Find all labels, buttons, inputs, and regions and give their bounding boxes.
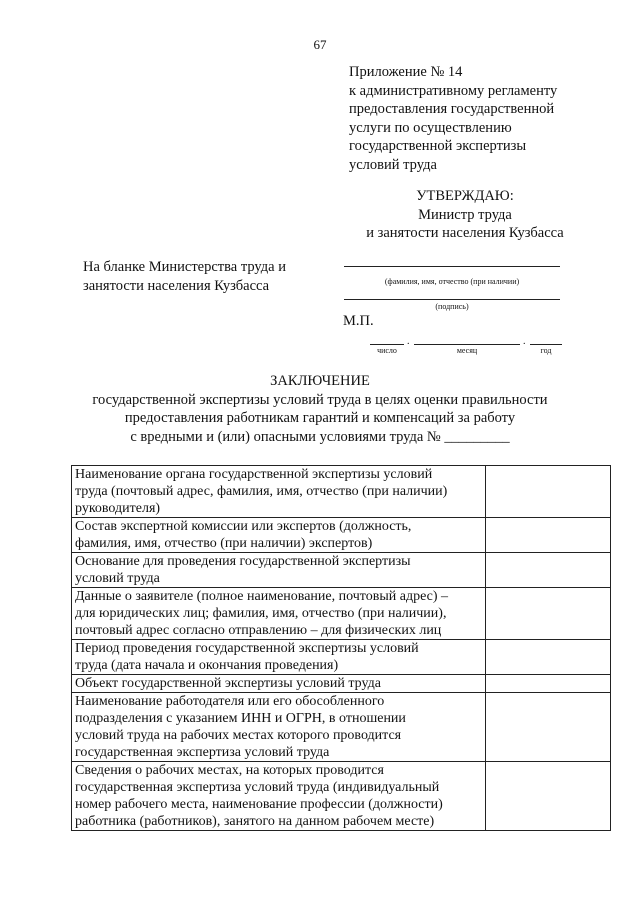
row-value-cell[interactable] <box>485 640 610 675</box>
row-label-line: Сведения о рабочих местах, на которых проводится <box>75 763 384 778</box>
row-label-line: руководителя) <box>75 501 161 516</box>
row-label-line: государственная экспертиза условий труда (индивидуальный <box>75 780 440 795</box>
row-label <box>72 693 486 762</box>
title-line: с вредными и (или) опасными условиями труда № _________ <box>130 428 510 445</box>
name-signature-line <box>344 266 560 267</box>
date-separator: . <box>407 336 410 347</box>
row-label-line: Основание для проведения государственной экспертизы <box>75 554 411 569</box>
blank-note-line: На бланке Министерства труда и <box>83 259 286 275</box>
date-month-line <box>414 344 520 345</box>
row-label-line: работника (работников), занятого на данном рабочем месте) <box>75 814 435 829</box>
table-row <box>72 553 611 588</box>
approval-position-line: и занятости населения Кузбасса <box>366 225 564 241</box>
row-value-cell[interactable] <box>485 466 610 518</box>
date-separator: . <box>523 336 526 347</box>
name-caption: (фамилия, имя, отчество (при наличии) <box>384 277 520 286</box>
appendix-line: к административному регламенту <box>349 82 558 99</box>
date-month-caption: месяц <box>456 346 478 355</box>
row-value-cell[interactable] <box>485 518 610 553</box>
row-label <box>72 588 486 640</box>
approval-block <box>330 187 600 243</box>
row-label-line: условий труда на рабочих местах которого проводится <box>75 728 402 743</box>
expertise-table <box>71 465 611 831</box>
row-value-cell[interactable] <box>485 693 610 762</box>
blank-note <box>83 258 323 296</box>
row-value-cell[interactable] <box>485 675 610 693</box>
row-label-line: Наименование работодателя или его обособленного <box>75 694 385 709</box>
table-row <box>72 762 611 831</box>
appendix-block <box>349 63 589 174</box>
row-label-line: Состав экспертной комиссии или экспертов (должность, <box>75 519 412 534</box>
appendix-line: государственной экспертизы <box>349 138 527 154</box>
row-label-line: для юридических лиц; фамилия, имя, отчество (при наличии), <box>75 606 447 621</box>
signature-caption: (подпись) <box>435 302 469 311</box>
title-heading: ЗАКЛЮЧЕНИЕ <box>270 373 370 389</box>
table-row <box>72 693 611 762</box>
title-line: предоставления работникам гарантий и компенсаций за работу <box>124 410 516 426</box>
row-label-line: государственная экспертиза условий труда <box>75 745 330 760</box>
appendix-line: условий труда <box>349 156 437 173</box>
document-title <box>0 372 640 446</box>
row-label-line: труда (дата начала и окончания проведения) <box>75 658 339 673</box>
row-label <box>72 518 486 553</box>
date-day-line <box>370 344 404 345</box>
row-label-line: почтовый адрес согласно отправлению – для физических лиц <box>75 623 442 638</box>
row-label-line: фамилия, имя, отчество (при наличии) экспертов) <box>75 536 373 551</box>
table-row <box>72 675 611 693</box>
appendix-line: Приложение № 14 <box>349 64 463 80</box>
row-label <box>72 640 486 675</box>
table-row <box>72 518 611 553</box>
seal-label: М.П. <box>343 313 374 329</box>
row-value-cell[interactable] <box>485 762 610 831</box>
approval-position-line: Министр труда <box>418 206 512 223</box>
approval-heading: УТВЕРЖДАЮ: <box>416 188 514 204</box>
row-value-cell[interactable] <box>485 588 610 640</box>
table-row <box>72 640 611 675</box>
table-row <box>72 466 611 518</box>
table-row <box>72 588 611 640</box>
row-label <box>72 466 486 518</box>
signature-line <box>344 299 560 300</box>
row-label-line: труда (почтовый адрес, фамилия, имя, отчество (при наличии) <box>75 484 448 499</box>
date-year-line <box>530 344 562 345</box>
appendix-line: услуги по осуществлению <box>349 119 512 136</box>
row-label-line: Данные о заявителе (полное наименование, почтовый адрес) – <box>75 589 449 604</box>
page-number: 67 <box>313 37 327 52</box>
row-label-line: Объект государственной экспертизы условий труда <box>75 676 381 691</box>
row-label-line: подразделения с указанием ИНН и ОГРН, в отношении <box>75 711 406 726</box>
row-label-line: условий труда <box>75 571 160 586</box>
row-label <box>72 762 486 831</box>
row-label <box>72 553 486 588</box>
row-value-cell[interactable] <box>485 553 610 588</box>
date-year-caption: год <box>540 346 552 355</box>
row-label <box>72 675 486 693</box>
row-label-line: Период проведения государственной экспертизы условий <box>75 641 419 656</box>
date-day-caption: число <box>377 346 397 355</box>
appendix-line: предоставления государственной <box>349 101 555 117</box>
blank-note-line: занятости населения Кузбасса <box>83 278 270 294</box>
title-line: государственной экспертизы условий труда в целях оценки правильности <box>92 391 548 408</box>
row-label-line: Наименование органа государственной экспертизы условий <box>75 467 433 482</box>
row-label-line: номер рабочего места, наименование профессии (должности) <box>75 797 443 812</box>
